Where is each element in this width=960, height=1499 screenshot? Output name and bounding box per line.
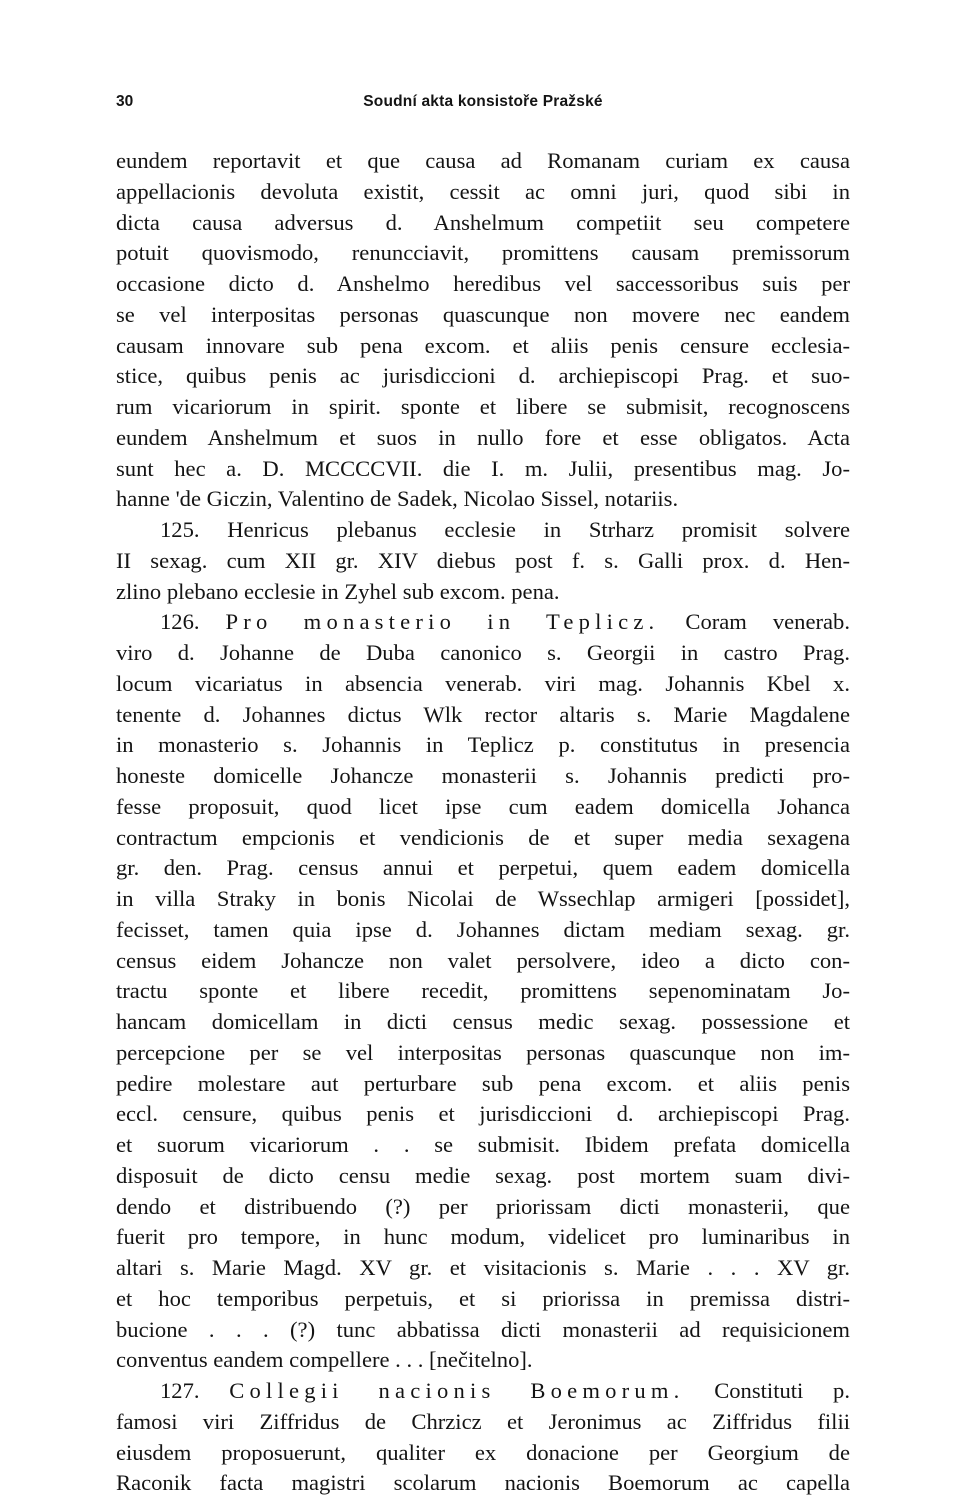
text-line-content: bucione . . . (?) tunc abbatissa dicti monasterii ad requisicionem: [116, 1316, 850, 1342]
text-line: [116, 361, 850, 392]
text-line-content: dendo et distribuendo (?) per priorissam dicti monasterii, que: [116, 1193, 850, 1219]
text-line: [116, 1315, 850, 1346]
section-heading: Collegii nacionis Boemorum.: [229, 1378, 685, 1403]
text-line-content: pedire molestare aut perturbare sub pena excom. et aliis penis: [116, 1070, 850, 1096]
text-line-content: fesse proposuit, quod licet ipse cum eadem domicella Johanca: [116, 793, 850, 819]
text-line-content: percepcione per se vel interpositas personas quascunque non im-: [116, 1039, 850, 1065]
text-line: [116, 238, 850, 269]
text-line: [116, 423, 850, 454]
text-line: [116, 1222, 850, 1253]
text-line: [116, 1192, 850, 1223]
text-line: [116, 1161, 850, 1192]
text-line-content: eccl. censure, quibus penis et jurisdiccioni d. archiepiscopi Prag.: [116, 1101, 850, 1127]
text-line-content: fuerit pro tempore, in hunc modum, videlicet pro luminaribus in: [116, 1224, 850, 1250]
text-line-content: appellacionis devoluta existit, cessit ac omni juri, quod sibi in: [116, 178, 850, 204]
text-line-content: locum vicariatus in absencia venerab. viri mag. Johannis Kbel x.: [116, 670, 850, 696]
text-line-content: Raconik facta magistri scolarum nacionis Boemorum ac capella: [116, 1470, 850, 1496]
text-line: [116, 577, 850, 608]
text-line-content: zlino plebano ecclesie in Zyhel sub excom. pena.: [116, 578, 560, 604]
text-line-content: conventus eandem compellere . . . [nečitelno].: [116, 1347, 533, 1373]
page-number: 30: [116, 93, 134, 110]
text-line: [116, 730, 850, 761]
text-line: [116, 300, 850, 331]
text-line: [116, 761, 850, 792]
text-line-content: hanne 'de Giczin, Valentino de Sadek, Nicolao Sissel, notariis.: [116, 486, 679, 512]
text-line-content: contractum empcionis et vendicionis de et super media sexagena: [116, 824, 850, 850]
text-line-content: sunt hec a. D. MCCCCVII. die I. m. Julii, presentibus mag. Jo-: [116, 455, 850, 481]
text-line-content: 126.: [160, 609, 226, 635]
text-line: [116, 1468, 850, 1499]
running-title: Soudní akta konsistoře Pražské: [363, 93, 603, 110]
section-heading: Pro monasterio in Teplicz.: [225, 609, 660, 635]
text-line: [116, 1038, 850, 1069]
text-line-content: causam innovare sub pena excom. et aliis penis censure ecclesia-: [116, 332, 850, 358]
text-line: [116, 1007, 850, 1038]
text-line-content: tenente d. Johannes dictus Wlk rector altaris s. Marie Magdalene: [116, 701, 850, 727]
body-text: [116, 146, 850, 1499]
text-line-content: 125. Henricus plebanus ecclesie in Strharz promisit solvere: [160, 517, 850, 542]
text-line-content: II sexag. cum XII gr. XIV diebus post f. s. Galli prox. d. Hen-: [116, 547, 850, 573]
text-line: [116, 146, 850, 177]
text-line-content: altari s. Marie Magd. XV gr. et visitacionis s. Marie . . . XV gr.: [116, 1255, 850, 1280]
text-line: [116, 976, 850, 1007]
text-line-content: occasione dicto d. Anshelmo heredibus vel saccessoribus suis per: [116, 271, 850, 296]
text-line: [116, 1376, 850, 1407]
text-line: [116, 853, 850, 884]
text-line: [116, 1345, 850, 1376]
text-line: [116, 638, 850, 669]
text-line-content: et suorum vicariorum . . se submisit. Ibidem prefata domicella: [116, 1132, 850, 1157]
text-line: [116, 1099, 850, 1130]
text-line-content: fecisset, tamen quia ipse d. Johannes dictam mediam sexag. gr.: [116, 916, 850, 942]
text-line: [116, 1438, 850, 1469]
text-line-content: 127.: [160, 1378, 230, 1403]
text-line-content: viro d. Johanne de Duba canonico s. Georgii in castro Prag.: [116, 640, 850, 665]
text-line: [116, 269, 850, 300]
text-line-content: famosi viri Ziffridus de Chrzicz et Jeronimus ac Ziffridus filii: [116, 1408, 850, 1434]
text-line-content: census eidem Johancze non valet persolvere, ideo a dicto con-: [116, 947, 850, 973]
text-line: [116, 515, 850, 546]
text-line: [116, 823, 850, 854]
text-line-continuation: Constituti p.: [684, 1378, 850, 1403]
text-line: [116, 392, 850, 423]
text-line: [116, 792, 850, 823]
text-line-content: rum vicariorum in spirit. sponte et libere se submisit, recognoscens: [116, 394, 850, 419]
text-line-content: hancam domicellam in dicti census medic sexag. possessione et: [116, 1009, 850, 1034]
text-line-content: eundem reportavit et que causa ad Romanam curiam ex causa: [116, 148, 850, 173]
text-line: [116, 177, 850, 208]
text-line: [116, 208, 850, 239]
text-line: [116, 1407, 850, 1438]
text-line: [116, 1253, 850, 1284]
text-line: [116, 1130, 850, 1161]
text-line-content: honeste domicelle Johancze monasterii s. Johannis predicti pro-: [116, 763, 850, 788]
text-line-content: et hoc temporibus perpetuis, et si priorissa in premissa distri-: [116, 1285, 850, 1311]
text-line-continuation: Coram venerab.: [659, 609, 850, 635]
text-line-content: gr. den. Prag. census annui et perpetui, quem eadem domicella: [116, 855, 850, 881]
text-line: [116, 669, 850, 700]
text-line-content: in monasterio s. Johannis in Teplicz p. constitutus in presencia: [116, 732, 850, 758]
text-line-content: eundem Anshelmum et suos in nullo fore et esse obligatos. Acta: [116, 424, 850, 450]
text-line: [116, 546, 850, 577]
text-line-content: eiusdem proposuerunt, qualiter ex donacione per Georgium de: [116, 1439, 850, 1465]
text-line: [116, 1284, 850, 1315]
text-line: [116, 1069, 850, 1100]
text-line: [116, 331, 850, 362]
text-line-content: tractu sponte et libere recedit, promittens sepenominatam Jo-: [116, 978, 850, 1004]
text-line: [116, 484, 850, 515]
text-line: [116, 884, 850, 915]
text-line: [116, 915, 850, 946]
text-line-content: potuit quovismodo, renuncciavit, promittens causam premissorum: [116, 240, 850, 266]
text-line-content: dicta causa adversus d. Anshelmum competiit seu competere: [116, 209, 850, 235]
text-line-content: in villa Straky in bonis Nicolai de Wssechlap armigeri [possidet],: [116, 886, 850, 911]
text-line: [116, 946, 850, 977]
text-line-content: se vel interpositas personas quascunque non movere nec eandem: [116, 301, 850, 327]
text-line: [116, 454, 850, 485]
text-line: [116, 607, 850, 638]
text-line-content: stice, quibus penis ac jurisdiccioni d. archiepiscopi Prag. et suo-: [116, 363, 850, 389]
page-header: [116, 93, 850, 117]
text-line: [116, 700, 850, 731]
text-line-content: disposuit de dicto censu medie sexag. post mortem suam divi-: [116, 1162, 850, 1188]
